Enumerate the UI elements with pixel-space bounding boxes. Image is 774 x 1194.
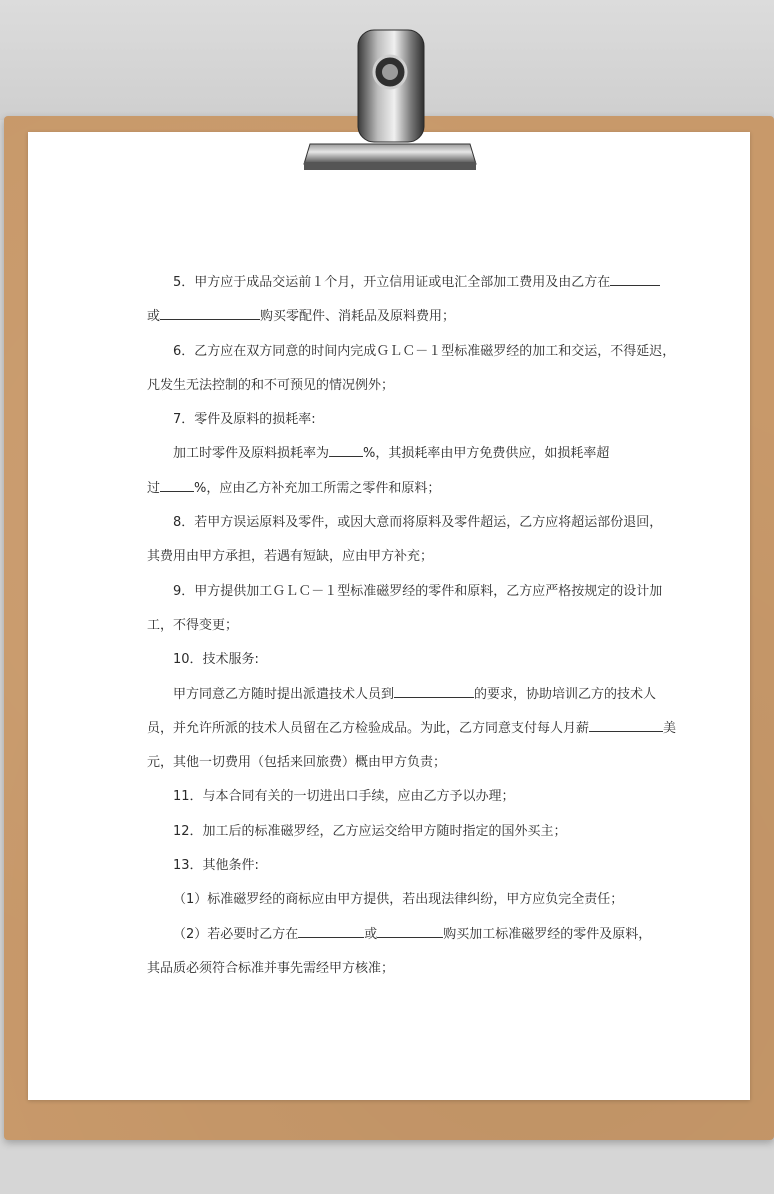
blank-field [160,306,260,320]
clause-5-line-2 [147,300,637,334]
text-span: （2）若必要时乙方在 [173,926,299,942]
clause-7-line-1 [147,437,637,471]
clause-11: 11．与本合同有关的一切进出口手续，应由乙方予以办理； [173,789,515,805]
clause-8-line-1: 8．若甲方误运原料及零件，或因大意而将原料及零件超运，乙方应将超运部份退回， [173,515,663,531]
blank-field [160,478,194,492]
blank-field [589,718,663,732]
clause-6-line-1: 6．乙方应在双方同意的时间内完成ＧＬＣ－１型标准磁罗经的加工和交运，不得延迟， [173,343,676,359]
text-span: 甲方同意乙方随时提出派遣技术人员到 [173,686,395,702]
text-span: 过 [147,480,161,496]
clause-9-line-2: 工，不得变更； [147,617,239,633]
text-span: 购买零配件、消耗品及原料费用； [260,309,456,325]
clause-13-item-2 [147,918,652,952]
clause-13-title: 13．其他条件: [173,858,259,874]
clause-10-line-2 [147,712,677,746]
blank-field [329,443,363,457]
blank-field [377,924,443,938]
text-span: %，其损耗率由甲方免费供应，如损耗率超 [363,446,610,462]
clause-13-item-1: （1）标准磁罗经的商标应由甲方提供，若出现法律纠纷，甲方应负完全责任； [173,892,624,908]
clause-10-line-1 [147,678,657,712]
blank-field [610,272,660,286]
text-span: 或 [364,926,378,942]
clause-6-line-2: 凡发生无法控制的和不可预见的情况例外； [147,377,395,393]
clause-7-line-2 [147,472,637,506]
blank-field [298,924,364,938]
binder-clip-icon [302,26,478,176]
clause-10-title: 10．技术服务: [173,652,259,668]
text-span: 购买加工标准磁罗经的零件及原料， [443,926,652,942]
text-span: 员，并允许所派的技术人员留在乙方检验成品。为此，乙方同意支付每人月薪 [147,720,590,736]
clause-13-item-2-cont: 其品质必须符合标准并事先需经甲方核准； [147,960,395,976]
clause-12: 12．加工后的标准磁罗经，乙方应运交给甲方随时指定的国外买主； [173,823,567,839]
text-span: 加工时零件及原料损耗率为 [173,446,330,462]
blank-field [394,684,474,698]
text-span: 5．甲方应于成品交运前１个月，开立信用证或电汇全部加工费用及由乙方在 [173,275,611,290]
text-span: 或 [147,309,161,325]
clause-5-line-1 [147,266,637,300]
clause-8-line-2: 其费用由甲方承担，若遇有短缺，应由甲方补充； [147,549,434,565]
text-span: %，应由乙方补充加工所需之零件和原料； [194,480,441,496]
clause-7-title: 7．零件及原料的损耗率: [173,412,316,428]
clause-10-line-3: 元，其他一切费用（包括来回旅费）概由甲方负责； [147,755,447,771]
clause-9-line-1: 9．甲方提供加工ＧＬＣ－１型标准磁罗经的零件和原料，乙方应严格按规定的设计加 [173,583,663,599]
text-span: 的要求，协助培训乙方的技术人 [474,686,657,702]
contract-text [147,266,677,986]
text-span: 美 [663,720,677,736]
